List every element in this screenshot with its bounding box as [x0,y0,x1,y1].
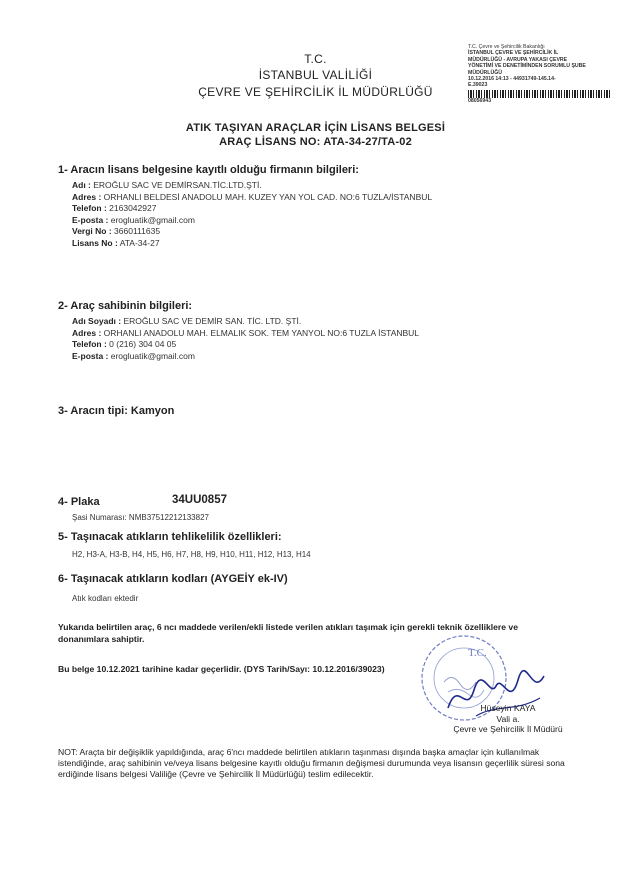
signer-name: Hüseyin KAYA [480,703,536,713]
barcode [468,90,610,98]
hazard-properties: H2, H3-A, H3-B, H4, H5, H6, H7, H8, H9, H10, H11, H12, H13, H14 [72,550,311,559]
chassis-value: NMB37512212133827 [126,513,209,522]
signer-role: Vali a. [496,713,520,724]
field-row [72,180,432,192]
field-row [72,238,432,250]
field-value: ORHANLI BELDESİ ANADOLU MAH. KUZEY YAN YOL CAD. NO:6 TUZLA/İSTANBUL [101,191,433,202]
field-label: Vergi No : [72,226,112,237]
document-title: ATIK TAŞIYAN ARAÇLAR İÇİN LİSANS BELGESİ [185,122,446,134]
license-number-title: ARAÇ LİSANS NO: ATA-34-27/TA-02 [219,136,412,148]
footnote: NOT: Araçta bir değişiklik yapıldığında, araç 6'ncı maddede belirtilen atıkların taşınması dışında başka amaçlar için kullanılmak istendiğinde, araç sahibinin ve/veya lisans belgesine kayıtlı olduğu firmanın değişmesi durumunda veya lisansın geçerlilik süresi sona erdiğinde lisans belgesi Valiliğe (Çevre ve Şehircilik İl Müdürlüğü) teslim edilecektir. [58,747,565,779]
stamp-line: İSTANBUL ÇEVRE VE ŞEHİRCİLİK İL [468,50,559,57]
field-label: Adres : [72,191,102,202]
field-value: EROĞLU SAC VE DEMİRSAN.TİC.LTD.ŞTİ. [90,180,262,190]
field-label: Telefon : [72,203,107,214]
field-row [72,192,432,204]
field-row [72,203,432,215]
signature-block [440,703,576,735]
field-value: ATA-34-27 [117,237,160,248]
validity-statement: Bu belge 10.12.2021 tarihine kadar geçerlidir. (DYS Tarih/Sayı: 10.12.2016/39023) [58,664,385,674]
field-label: Telefon : [72,339,107,350]
barcode-number: 08056943 [468,97,492,104]
section2-fields [72,316,419,362]
section5-heading: 5- Taşınacak atıkların tehlikelilik özellikleri: [58,531,282,543]
field-label: Lisans No : [72,237,118,248]
stamp-line: MÜDÜRLÜĞÜ [468,69,503,76]
field-value: 3660111635 [111,226,161,237]
header-line-mudurluk: ÇEVRE VE ŞEHİRCİLİK İL MÜDÜRLÜĞÜ [198,85,433,99]
field-label: Adı Soyadı : [72,316,122,326]
field-label: E-posta : [72,214,109,225]
field-label: Adı : [72,180,91,190]
stamp-line: YÖNETİMİ VE DENETİMİNDEN SORUMLU ŞUBE [468,63,586,70]
seal-text: T.C. [468,647,487,659]
field-value: erogluatik@gmail.com [108,214,195,225]
field-label: Adres : [72,327,102,338]
stamp-line: E.39023 [468,82,488,89]
signer-office: Çevre ve Şehircilik İl Müdürü [453,724,563,734]
field-row [72,316,419,328]
section4-plate-label: 4- Plaka [58,496,100,508]
waste-codes-note: Atık kodları ektedir [72,594,139,603]
header-line-valilik: İSTANBUL VALİLİĞİ [258,68,373,82]
field-row [72,351,419,363]
field-row [72,226,432,238]
field-value: EROĞLU SAC VE DEMİR SAN. TİC. LTD. ŞTİ. [121,316,302,326]
field-label: E-posta : [72,350,109,361]
stamp-line: MÜDÜRLÜĞÜ - AVRUPA YAKASI ÇEVRE [468,56,568,63]
compliance-statement: Yukarıda belirtilen araç, 6 ncı maddede verilen/ekli listede verilen atıkları taşımak için gerekli teknik özelliklere ve donanımlara sahiptir. [58,622,518,644]
field-row [72,215,432,227]
field-value: 0 (216) 304 04 05 [106,339,177,350]
section1-fields [72,180,432,250]
stamp-line: 10.12.2016 14:13 - 44931749-145.14- [468,76,556,83]
section1-heading: 1- Aracın lisans belgesine kayıtlı olduğu firmanın bilgileri: [58,164,359,176]
section6-heading: 6- Taşınacak atıkların kodları (AYGEİY ek-IV) [58,573,288,585]
field-row [72,328,419,340]
header-line-tc: T.C. [304,52,327,66]
field-value: ORHANLI ANADOLU MAH. ELMALIK SOK. TEM YANYOL NO:6 TUZLA İSTANBUL [101,327,420,338]
chassis-number-row [72,513,209,522]
section2-heading: 2- Araç sahibinin bilgileri: [58,300,193,312]
stamp-line: T.C. Çevre ve Şehircilik Bakanlığı [468,44,545,50]
e-signature-stamp [468,44,626,104]
section3-vehicle-type: 3- Aracın tipi: Kamyon [58,405,175,417]
field-value: erogluatik@gmail.com [108,350,195,361]
chassis-label: Şasi Numarası: [72,513,127,522]
field-value: 2163042927 [106,203,157,214]
field-row [72,339,419,351]
plate-number: 34UU0857 [172,494,227,506]
